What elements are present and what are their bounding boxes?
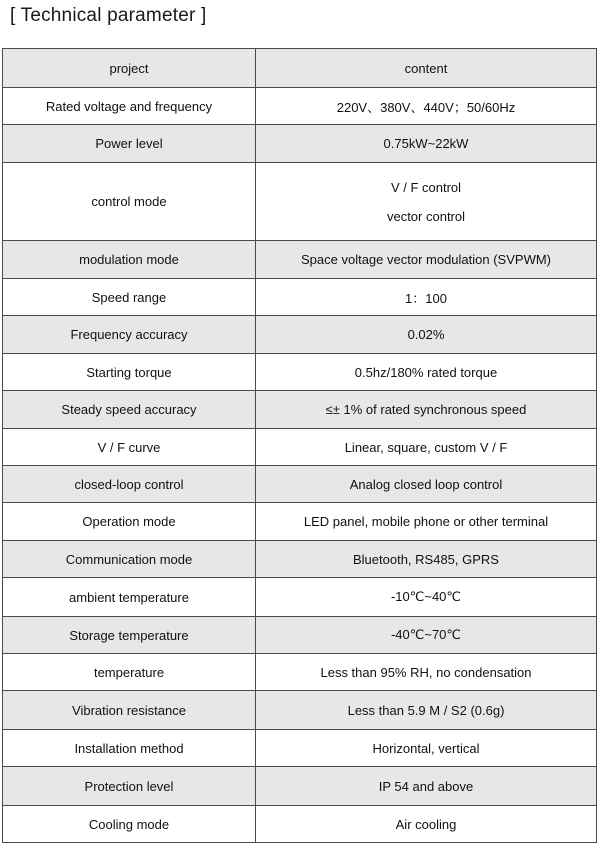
table-row [3,163,597,241]
parameter-value-cell [256,49,597,88]
parameter-value-cell [256,88,597,125]
parameter-value-cell [256,163,597,241]
table-row [3,354,597,391]
parameter-value-line: 0.5hz/180% rated torque [354,364,498,380]
parameter-name-cell: Frequency accuracy [3,316,256,354]
parameter-name-cell: Storage temperature [3,617,256,654]
table-row [3,617,597,654]
parameter-value-line: V / F control [390,179,462,195]
parameter-value-line: LED panel, mobile phone or other terminal [303,514,549,529]
parameter-name-cell: Speed range [3,279,256,316]
table-row [3,730,597,767]
parameter-value-line: 0.75kW~22kW [383,136,469,151]
parameter-value-line: Space voltage vector modulation (SVPWM) [301,252,551,267]
parameter-value-cell [256,279,597,316]
parameter-value-cell [256,391,597,429]
table-row [3,691,597,730]
parameter-name-cell: Steady speed accuracy [3,391,256,429]
parameter-name-cell: Vibration resistance [3,691,256,730]
parameter-value-line: -40℃~70℃ [390,627,462,642]
table-row [3,49,597,88]
parameter-name-cell: Rated voltage and frequency [3,88,256,125]
table-row [3,241,597,279]
table-row [3,279,597,316]
parameter-name-cell: modulation mode [3,241,256,279]
parameter-name-cell: Protection level [3,767,256,806]
parameter-value-line: Air cooling [395,816,457,832]
parameter-value-cell [256,578,597,617]
table-row [3,578,597,617]
parameter-value-line: Bluetooth, RS485, GPRS [353,551,499,567]
parameter-value-line: ≤± 1% of rated synchronous speed [325,402,527,417]
table-row [3,429,597,466]
table-row [3,503,597,541]
table-row [3,88,597,125]
parameter-value-cell [256,541,597,578]
parameter-value-line: 1：100 [405,290,447,306]
parameter-name-cell: Communication mode [3,541,256,578]
parameter-name-cell: V / F curve [3,429,256,466]
table-body [3,49,597,843]
parameter-value-cell [256,617,597,654]
parameter-name-cell: Starting torque [3,354,256,391]
parameter-value-line: Less than 5.9 M / S2 (0.6g) [347,702,505,718]
table-row [3,466,597,503]
parameter-value-line: 220V、380V、440V；50/60Hz [336,99,516,115]
table-row [3,316,597,354]
parameter-value-cell [256,503,597,541]
table-row [3,654,597,691]
parameter-name-cell: Operation mode [3,503,256,541]
parameter-name-cell: Cooling mode [3,806,256,843]
parameter-name-cell: closed-loop control [3,466,256,503]
parameter-value-line: Less than 95% RH, no condensation [320,664,532,680]
parameter-name-cell: ambient temperature [3,578,256,617]
parameter-value-cell [256,316,597,354]
parameter-name-cell: control mode [3,163,256,241]
technical-parameter-table [2,48,597,843]
parameter-value-cell [256,730,597,767]
table-row [3,391,597,429]
parameter-value-cell [256,125,597,163]
parameter-value-cell [256,654,597,691]
parameter-value-line: Horizontal, vertical [372,740,480,756]
parameter-value-cell [256,241,597,279]
parameter-value-line: Linear, square, custom V / F [344,439,508,455]
parameter-value-line: Analog closed loop control [349,476,503,492]
table-row [3,806,597,843]
table-row [3,767,597,806]
table-row [3,541,597,578]
parameter-value-cell [256,806,597,843]
parameter-value-cell [256,429,597,466]
table-row [3,125,597,163]
parameter-value-line: -10℃~40℃ [390,589,462,604]
parameter-value-cell [256,354,597,391]
parameter-value-line: 0.02% [407,327,445,342]
parameter-name-cell: project [3,49,256,88]
parameter-value-cell [256,691,597,730]
parameter-name-cell: Installation method [3,730,256,767]
parameter-value-line: vector control [386,208,466,224]
parameter-name-cell: temperature [3,654,256,691]
parameter-value-line: IP 54 and above [378,778,474,794]
section-heading: [ Technical parameter ] [10,5,207,26]
parameter-name-cell: Power level [3,125,256,163]
parameter-value-cell [256,767,597,806]
parameter-value-cell [256,466,597,503]
parameter-value-line: content [404,60,448,76]
